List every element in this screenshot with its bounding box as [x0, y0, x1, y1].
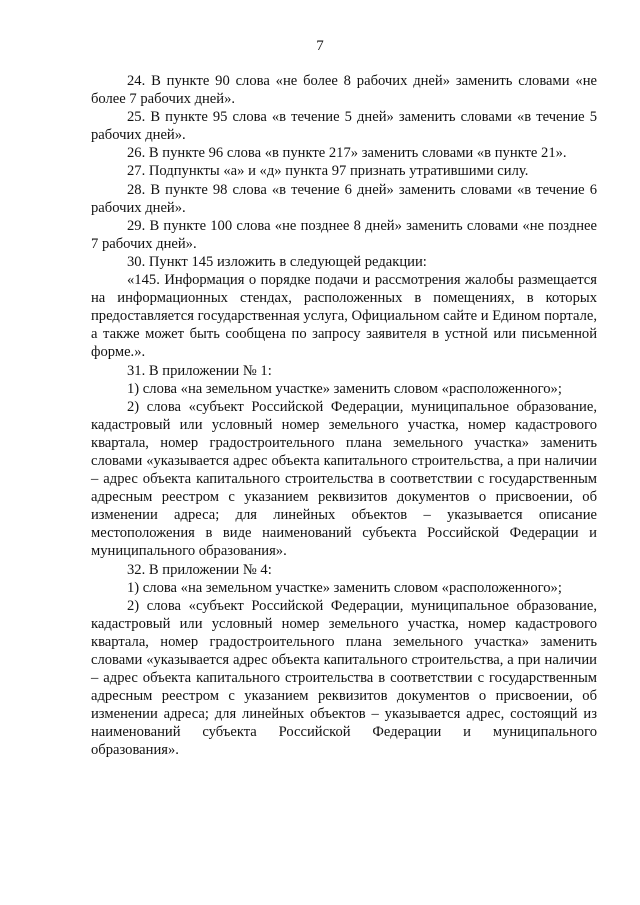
paragraph-32-item-1: 1) слова «на земельном участке» заменить словом «расположенного»;	[127, 579, 562, 596]
paragraph-26: 26. В пункте 96 слова «в пункте 217» заменить словами «в пункте 21».	[127, 145, 567, 162]
paragraph-31-item-2: 2) слова «субъект Российской Федерации, муниципальное образование, кадастровый или условный номер земельного участка, номер кадастрового квартала, номер градостроительного плана земельного участка» заменить словами «указывается адрес объекта капитального строительства, а при наличии – адрес объекта капитального строительства в соответствии с государственным адресным реестром с указанием реквизитов документов о присвоении, об изменении адреса; для линейных объектов – указывается описание местоположения в виде наименований субъекта Российской Федерации и муниципального образования».	[91, 398, 597, 560]
paragraph-31-item-1: 1) слова «на земельном участке» заменить словом «расположенного»;	[127, 380, 562, 397]
paragraph-32: 32. В приложении № 4:	[127, 561, 272, 578]
paragraph-28: 28. В пункте 98 слова «в течение 6 дней» заменить словами «в течение 6 рабочих дней».	[91, 181, 597, 216]
page-number: 7	[316, 38, 324, 54]
paragraph-30: 30. Пункт 145 изложить в следующей редакции:	[127, 253, 427, 270]
paragraph-29: 29. В пункте 100 слова «не позднее 8 дней» заменить словами «не позднее 7 рабочих дней».	[91, 217, 597, 252]
paragraph-31: 31. В приложении № 1:	[127, 362, 272, 379]
paragraph-24: 24. В пункте 90 слова «не более 8 рабочих дней» заменить словами «не более 7 рабочих дней».	[91, 73, 597, 108]
document-body	[91, 72, 597, 760]
paragraph-32-item-2: 2) слова «субъект Российской Федерации, муниципальное образование, кадастровый или условный номер земельного участка, номер кадастрового квартала, номер градостроительного плана земельного участка» заменить словами «указывается адрес объекта капитального строительства, а при наличии – адрес объекта капитального строительства в соответствии с государственным адресным реестром с указанием реквизитов документов о присвоении, об изменении адреса; для линейных объектов – указывается адрес, состоящий из наименований субъекта Российской Федерации и муниципального образования».	[91, 597, 597, 759]
paragraph-25: 25. В пункте 95 слова «в течение 5 дней» заменить словами «в течение 5 рабочих дней».	[91, 109, 597, 144]
paragraph-27: 27. Подпункты «а» и «д» пункта 97 признать утратившими силу.	[127, 163, 529, 180]
paragraph-30-quote: «145. Информация о порядке подачи и рассмотрения жалобы размещается на информационных стендах, расположенных в помещениях, в которых предоставляется государственная услуга, Официальном сайте и Едином портале, а также может быть сообщена по запросу заявителя в устной или письменной форме.».	[91, 272, 597, 361]
